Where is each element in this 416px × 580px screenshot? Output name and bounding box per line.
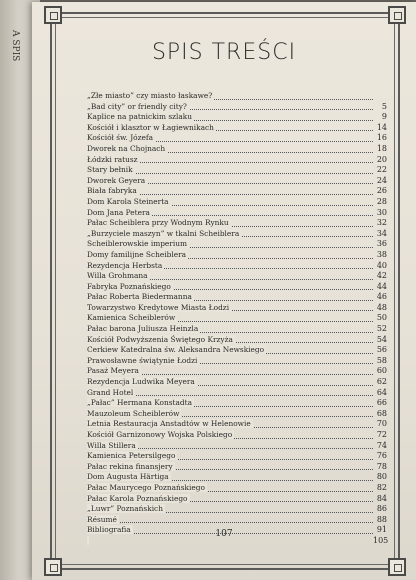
toc-entry-title: Pałac rekina finansjery — [87, 461, 173, 471]
toc-entry — [87, 356, 387, 367]
toc-entry — [87, 144, 387, 155]
frame-corner-ornament — [388, 6, 406, 24]
toc-entry — [87, 208, 387, 219]
toc-entry-page: 66 — [376, 398, 387, 408]
toc-entry-title: Résumé — [87, 514, 117, 524]
toc-entry-page: 20 — [376, 154, 387, 164]
toc-entry-title: „Pałac” Hermana Konstadta — [87, 398, 193, 408]
toc-entry-page: 30 — [376, 207, 387, 217]
toc-entry-title: Kościół i klasztor w Łagiewnikach — [87, 122, 214, 132]
toc-entry-page: 18 — [376, 143, 387, 153]
toc-entry-page: 82 — [376, 482, 387, 492]
toc-entry-title: Prawosławne świątynie Łodzi — [87, 355, 198, 365]
book-page — [32, 2, 416, 580]
toc-entry-title: Łódzki ratusz — [87, 154, 138, 164]
toc-entry-title: „Luwr” Poznańskich — [87, 504, 163, 514]
toc-entry-title: Letnia Restauracja Anstadtów w Helenowie — [87, 419, 251, 429]
toc-entry — [87, 261, 387, 272]
toc-entry-title: Dom Jana Petera — [87, 207, 150, 217]
toc-entry-title: Pałac Karola Poznańskiego — [87, 493, 188, 503]
toc-entry — [87, 197, 387, 208]
toc-entry-page: 24 — [376, 175, 387, 185]
toc-entry-page: 84 — [376, 493, 387, 503]
toc-entry-page: 32 — [376, 218, 387, 228]
toc-entry-page: 105 — [373, 535, 389, 545]
frame-corner-ornament — [44, 558, 62, 576]
toc-entry-page: 34 — [376, 228, 387, 238]
toc-entry-title: Pasaż Meyera — [87, 366, 139, 376]
toc-entry — [87, 515, 387, 526]
toc-entry — [87, 218, 387, 229]
toc-entry-title: Pałac Scheiblera przy Wodnym Rynku — [87, 218, 229, 228]
toc-entry-page: 48 — [376, 302, 387, 312]
toc-entry-page: 70 — [376, 419, 387, 429]
toc-entry — [87, 483, 387, 494]
toc-entry-title: Stary bełnik — [87, 165, 133, 175]
toc-entry-page: 76 — [376, 451, 387, 461]
page-number: 107 — [215, 529, 233, 539]
toc-entry — [87, 271, 387, 282]
dot-leader — [87, 522, 373, 523]
toc-entry-title: Rezydencja Ludwika Meyera — [87, 377, 195, 387]
toc-entry-page: 86 — [376, 504, 387, 514]
toc-entry — [87, 155, 387, 166]
toc-entry-title: „Burzyciele maszyn” w tkalni Scheiblera — [87, 228, 240, 238]
toc-entry — [87, 504, 387, 515]
toc-entry — [87, 335, 387, 346]
toc-entry-page: 50 — [376, 313, 387, 323]
toc-entry — [87, 303, 387, 314]
toc-entry-title: Dworek na Chojnach — [87, 143, 166, 153]
adjacent-page-text: A SPIS — [10, 30, 20, 62]
toc-entry-page: 62 — [376, 377, 387, 387]
toc-entry-title: Pałac Maurycego Poznańskiego — [87, 482, 205, 492]
toc-entry-page: 60 — [376, 366, 387, 376]
toc-entry — [87, 282, 387, 293]
toc-entry-title: Kościół Garnizonowy Wojska Polskiego — [87, 430, 233, 439]
toc-entry — [87, 186, 387, 197]
toc-entry-page: 14 — [376, 122, 387, 132]
toc-entry — [87, 472, 387, 483]
toc-entry-title: Cerkiew Katedralna św. Aleksandra Newskiego — [87, 345, 265, 355]
toc-entry — [87, 250, 387, 261]
toc-entry — [87, 292, 387, 303]
toc-entry — [87, 91, 387, 102]
toc-entry-page: 58 — [376, 355, 387, 365]
toc-entry-title: Kościół Podwyższenia Świętego Krzyża — [87, 334, 233, 344]
toc-entry — [87, 229, 387, 240]
toc-entry — [87, 133, 387, 144]
toc-entry-page: 74 — [376, 440, 387, 450]
table-of-contents — [87, 91, 387, 547]
toc-entry-title: „Bad city” or friendly city? — [87, 101, 187, 111]
frame-corner-ornament — [388, 558, 406, 576]
toc-entry — [87, 345, 387, 356]
toc-entry-title: „Złe miasto” czy miasto łaskawe? — [87, 91, 213, 100]
toc-entry-title: Rezydencja Herbsta — [87, 260, 163, 270]
toc-entry — [87, 366, 387, 377]
toc-entry — [87, 419, 387, 430]
toc-entry — [87, 398, 387, 409]
toc-entry — [87, 239, 387, 250]
toc-entry — [87, 176, 387, 187]
toc-entry-page: 68 — [376, 408, 387, 418]
toc-entry-page: 36 — [376, 239, 387, 249]
toc-entry-page: 78 — [376, 461, 387, 471]
toc-entry-title: Kamienica Scheiblerów — [87, 313, 176, 323]
toc-entry — [87, 494, 387, 505]
page-title: SPIS TREŚCI — [151, 40, 297, 65]
toc-entry-page: 28 — [376, 196, 387, 206]
toc-entry-title: Domy familijne Scheiblera — [87, 249, 187, 259]
toc-entry — [87, 409, 387, 420]
toc-entry-title: Willa Grohmana — [87, 271, 148, 281]
toc-entry-title: Dom Augusta Härtiga — [87, 472, 169, 482]
toc-entry-title: Grand Hotel — [87, 387, 134, 397]
toc-entry-title: Willa Stillera — [87, 440, 136, 450]
toc-entry-page: 80 — [376, 472, 387, 482]
toc-entry-page: 38 — [376, 249, 387, 259]
toc-entry-page: 16 — [376, 133, 387, 143]
frame-corner-ornament — [44, 6, 62, 24]
toc-entry — [87, 324, 387, 335]
toc-entry-page: 52 — [376, 324, 387, 334]
toc-entry-page: 26 — [376, 186, 387, 196]
toc-entry-title: Pałac Roberta Biedermanna — [87, 292, 192, 302]
toc-entry-title: Kamienica Petersilgego — [87, 451, 176, 461]
toc-entry-page: 46 — [376, 292, 387, 302]
toc-entry-title: Dom Karola Steinerta — [87, 196, 169, 206]
toc-entry-title: Towarzystwo Kredytowe Miasta Łodzi — [87, 302, 230, 312]
toc-entry — [87, 388, 387, 399]
toc-entry-page: 42 — [376, 271, 387, 281]
toc-entry — [87, 165, 387, 176]
toc-entry — [87, 462, 387, 473]
toc-entry-title — [87, 536, 89, 545]
toc-entry-page: 44 — [376, 281, 387, 291]
toc-entry — [87, 112, 387, 123]
toc-entry-page: 5 — [381, 101, 387, 111]
toc-entry-title: Fabryka Poznańskiego — [87, 281, 171, 291]
toc-entry — [87, 102, 387, 113]
toc-entry — [87, 313, 387, 324]
toc-entry — [87, 451, 387, 462]
toc-entry-page: 64 — [376, 387, 387, 397]
toc-entry — [87, 441, 387, 452]
toc-entry-page: 72 — [376, 430, 387, 439]
toc-entry-title: Dworek Geyera — [87, 175, 146, 185]
toc-entry — [87, 123, 387, 134]
toc-entry-page: 22 — [376, 165, 387, 175]
toc-entry-title: Kaplice na patnickim szlaku — [87, 112, 193, 122]
toc-entry-page: 88 — [376, 514, 387, 524]
toc-entry-page: 9 — [381, 112, 387, 122]
toc-entry-page: 91 — [376, 525, 387, 535]
toc-entry-page: 40 — [376, 260, 387, 270]
toc-entry-title: Mauzoleum Scheiblerów — [87, 408, 180, 418]
toc-entry-title: Kościół św. Józefa — [87, 133, 154, 143]
toc-entry — [87, 377, 387, 388]
toc-entry-title: Biała fabryka — [87, 186, 137, 196]
toc-entry-title: Scheiblerowskie imperium — [87, 239, 187, 249]
toc-entry-title: Bibliografia — [87, 525, 131, 535]
toc-entry-page: 56 — [376, 345, 387, 355]
toc-entry-title: Pałac barona Juliusza Heinzla — [87, 324, 199, 334]
toc-entry — [87, 430, 387, 441]
toc-entry-page: 54 — [376, 334, 387, 344]
